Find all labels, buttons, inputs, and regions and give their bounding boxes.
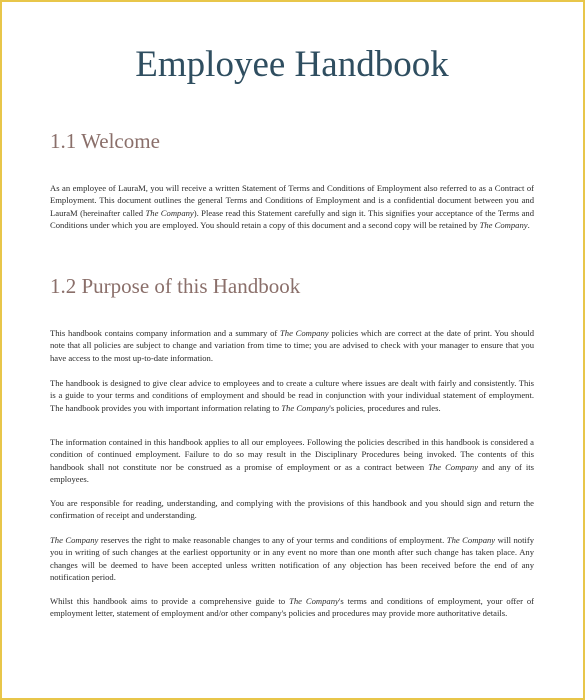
text-run: Whilst this handbook aims to provide a comprehensive guide to	[50, 596, 290, 606]
purpose-paragraph-6	[50, 595, 534, 620]
company-name: The Company	[428, 461, 479, 472]
company-name: The Company	[281, 402, 330, 413]
company-name: The Company	[145, 207, 194, 218]
text-run: This handbook contains company information and a summary of	[50, 328, 280, 338]
text-run: 's policies, procedures and rules.	[329, 402, 441, 413]
section-heading-purpose: 1.2 Purpose of this Handbook	[50, 274, 301, 298]
welcome-paragraph	[50, 182, 534, 231]
company-name: The Company	[280, 328, 329, 338]
text-run: As an employee of LauraM, you will receive a written Statement of Terms and Conditions of Employment also referred to as a Contract of Employment. This document outlines the general Terms and Conditions of Employment and is a confidential document between you and LauraM (hereinafter called	[50, 183, 534, 218]
purpose-paragraph-5	[50, 534, 534, 583]
document-title: Employee Handbook	[135, 44, 449, 85]
purpose-paragraph-2	[50, 377, 534, 414]
purpose-paragraph-3	[50, 436, 534, 485]
text-run: 's terms and conditions of employment, your offer of employment letter, statement of employment and/or other company's policies and procedures may provide more authoritative details.	[50, 596, 535, 619]
text-run: policies which are correct at the date of print. You should note that all policies are subject to change and variation from time to time; you are advised to check with your manager to ensure that you have access to the most up-to-date information.	[50, 328, 535, 363]
text-run: reserves the right to make reasonable changes to any of your terms and conditions of employment.	[98, 535, 447, 545]
section-heading-welcome: 1.1 Welcome	[50, 129, 160, 153]
purpose-paragraph-1	[50, 327, 534, 364]
company-name: The Company	[50, 535, 99, 545]
text-run: .	[527, 219, 530, 230]
text-run: You are responsible for reading, understanding, and complying with the provisions of this handbook and you should sign and return the confirmation of receipt and understanding.	[50, 498, 534, 521]
purpose-paragraph-4	[50, 497, 534, 522]
company-name: The Company	[446, 535, 496, 545]
text-run: will notify you in writing of such changes at the earliest opportunity or in any event no more than one month after such change has taken place. Any changes will be deemed to have been accepted unless written notification of any objection has been received before the end of any notification period.	[50, 535, 534, 582]
company-name: The Company	[289, 596, 339, 606]
text-run: ). Please read this Statement carefully and sign it. This signifies your acceptance of the Terms and Conditions under which you are employed. You should retain a copy of this document and a second copy will be retained by	[50, 207, 534, 230]
text-run: and any of its employees.	[50, 461, 534, 484]
text-run: The handbook is designed to give clear advice to employees and to create a culture where issues are dealt with fairly and consistently. This is a guide to your terms and conditions of employment and should be read in conjunction with your individual statement of employment. The handbook provides you with important information relating to	[50, 378, 534, 413]
company-name: The Company	[479, 219, 528, 230]
text-run: The information contained in this handbook applies to all our employees. Following the policies described in this handbook is considered a condition of continued employment. Failure to do so may result in the Disciplinary Procedures being invoked. The contents of this handbook shall not constitute nor be construed as a promise of employment or as a contract between	[50, 437, 534, 472]
